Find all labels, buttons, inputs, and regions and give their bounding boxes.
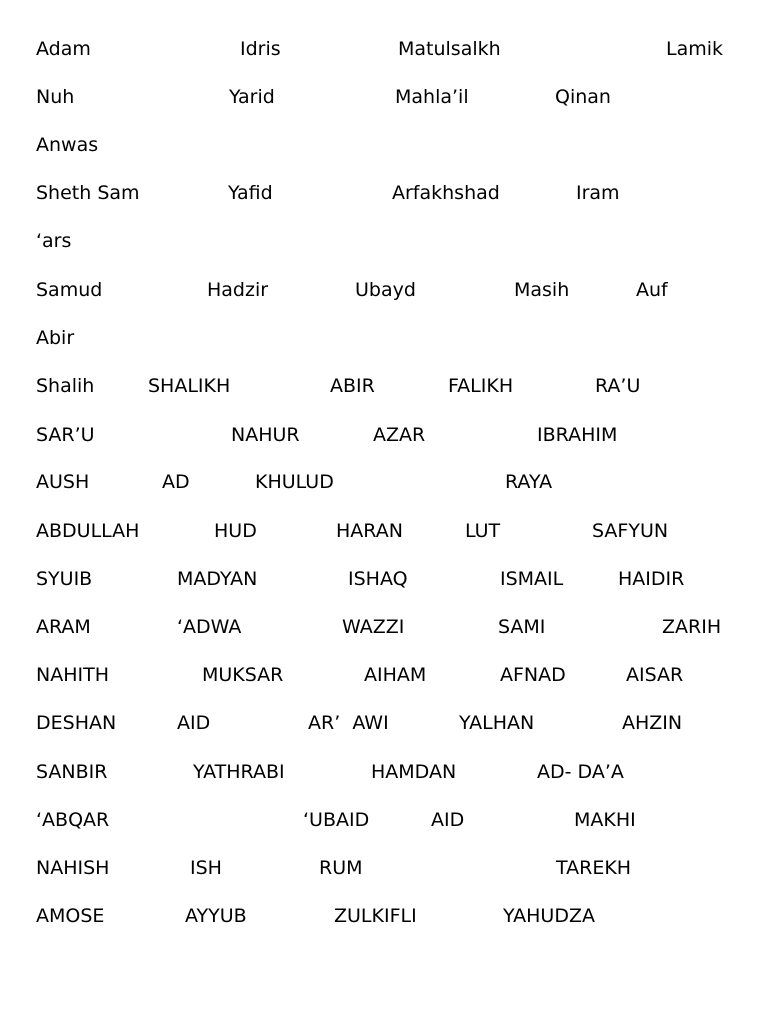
name-entry: ARAM [36,616,91,638]
name-entry: Mahla’il [395,86,469,108]
name-entry: RA’U [595,375,641,397]
name-entry: SAR’U [36,424,95,446]
name-entry: Samud [36,279,103,301]
name-entry: SANBIR [36,761,108,783]
name-entry: Anwas [36,134,99,156]
name-entry: SAMI [498,616,546,638]
name-entry: HAIDIR [618,568,685,590]
name-entry: TAREKH [556,857,632,879]
name-entry: Adam [36,38,91,60]
name-entry: Hadzir [207,279,269,301]
name-entry: DESHAN [36,712,117,734]
name-entry: SHALIKH [148,375,231,397]
name-entry: Qinan [555,86,611,108]
name-entry: Abir [36,327,75,349]
name-entry: MAKHI [574,809,636,831]
name-entry: AID [431,809,465,831]
name-entry: Arfakhshad [392,182,500,204]
name-entry: AZAR [373,424,426,446]
name-entry: MUKSAR [202,664,284,686]
name-line-2 [0,82,768,112]
name-line-3 [0,130,768,160]
name-entry: Ubayd [355,279,416,301]
name-entry: Yafid [228,182,273,204]
name-entry: HUD [214,520,257,542]
name-entry: AHZIN [622,712,683,734]
name-entry: AR’ AWI [308,712,389,734]
name-entry: ZULKIFLI [334,905,417,927]
name-line-18 [0,853,768,883]
name-entry: Nuh [36,86,75,108]
name-entry: Idris [240,38,281,60]
name-entry: AFNAD [500,664,566,686]
name-entry: KHULUD [255,471,334,493]
name-entry: AID [177,712,211,734]
name-entry: HAMDAN [371,761,457,783]
name-entry: Sheth Sam [36,182,140,204]
name-entry: AD- DA’A [537,761,624,783]
name-line-10 [0,467,768,497]
name-line-4 [0,178,768,208]
name-entry: Masih [514,279,570,301]
name-entry: ISMAIL [500,568,564,590]
name-line-11 [0,516,768,546]
name-entry: AMOSE [36,905,105,927]
name-entry: AYYUB [185,905,247,927]
name-entry: AISAR [626,664,684,686]
name-entry: Auf [636,279,668,301]
name-entry: HARAN [336,520,403,542]
name-entry: ABDULLAH [36,520,140,542]
name-line-1 [0,34,768,64]
name-entry: IBRAHIM [537,424,618,446]
name-entry: RUM [319,857,363,879]
name-line-5 [0,226,768,256]
name-entry: ISHAQ [348,568,408,590]
name-entry: SYUIB [36,568,93,590]
name-entry: YATHRABI [193,761,285,783]
name-entry: Iram [576,182,620,204]
name-entry: MADYAN [177,568,258,590]
name-line-13 [0,612,768,642]
name-entry: ‘UBAID [303,809,370,831]
name-entry: ‘ADWA [177,616,242,638]
name-entry: ‘ars [36,230,72,252]
name-entry: AD [162,471,190,493]
name-entry: Matulsalkh [398,38,501,60]
name-entry: YALHAN [459,712,535,734]
name-line-16 [0,757,768,787]
name-entry: NAHITH [36,664,109,686]
name-line-17 [0,805,768,835]
name-entry: RAYA [505,471,553,493]
name-entry: ZARIH [662,616,722,638]
name-entry: FALIKH [448,375,514,397]
name-entry: NAHISH [36,857,110,879]
name-line-9 [0,420,768,450]
name-entry: LUT [465,520,501,542]
name-line-14 [0,660,768,690]
name-line-6 [0,275,768,305]
name-entry: Yarid [229,86,275,108]
name-entry: ‘ABQAR [36,809,110,831]
name-entry: AUSH [36,471,90,493]
name-line-15 [0,708,768,738]
name-line-8 [0,371,768,401]
name-entry: ABIR [330,375,375,397]
name-entry: ISH [190,857,222,879]
name-entry: WAZZI [342,616,405,638]
name-entry: NAHUR [231,424,300,446]
name-line-19 [0,901,768,931]
name-entry: YAHUDZA [503,905,595,927]
name-entry: Shalih [36,375,95,397]
name-entry: Lamik [666,38,724,60]
name-line-7 [0,323,768,353]
name-line-12 [0,564,768,594]
name-entry: SAFYUN [592,520,669,542]
name-entry: AIHAM [364,664,427,686]
